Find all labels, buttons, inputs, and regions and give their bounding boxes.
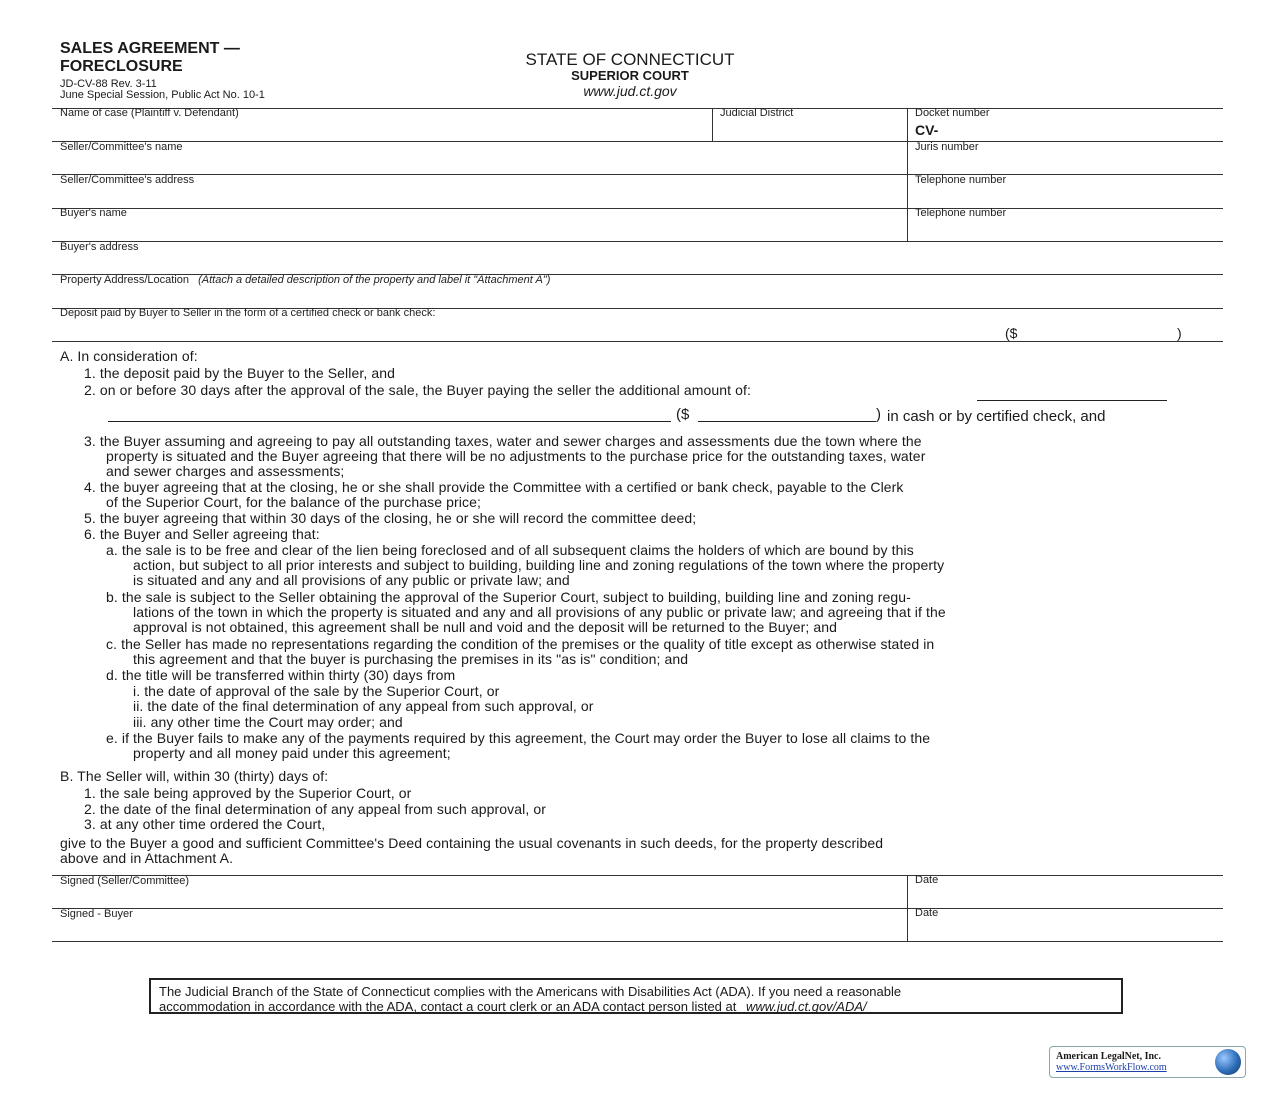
globe-icon xyxy=(1215,1049,1241,1075)
grid-line xyxy=(52,875,1223,876)
section-a-item3-line3: and sewer charges and assessments; xyxy=(106,463,345,479)
section-a-item3-line2: property is situated and the Buyer agreeing that there will be no adjustments to the purchase price for the outstanding taxes, water xyxy=(106,448,926,464)
section-b-intro: B. The Seller will, within 30 (thirty) days of: xyxy=(60,768,329,784)
property-address-field[interactable] xyxy=(60,274,550,286)
ada-notice-text: accommodation in accordance with the ADA, contact a court clerk or an ADA contact person listed at xyxy=(159,999,737,1014)
amount-words-blank[interactable] xyxy=(108,421,671,422)
docket-prefix: CV- xyxy=(915,122,939,138)
buyer-name-field[interactable]: Buyer's name xyxy=(60,207,127,219)
grid-line xyxy=(52,174,1223,175)
grid-divider xyxy=(712,108,713,141)
buyer-signature-field[interactable]: Signed - Buyer xyxy=(60,908,133,920)
section-a-6d-ii: ii. the date of the final determination of any appeal from such approval, or xyxy=(133,698,594,714)
form-number: JD-CV-88 Rev. 3-11 xyxy=(60,78,157,90)
section-b-item1: 1. the sale being approved by the Superior Court, or xyxy=(84,785,412,801)
property-note: (Attach a detailed description of the property and label it "Attachment A") xyxy=(198,274,551,286)
section-a-intro: A. In consideration of: xyxy=(60,348,198,364)
docket-number-field[interactable]: Docket number xyxy=(915,107,990,119)
section-a-item6: 6. the Buyer and Seller agreeing that: xyxy=(84,526,320,542)
section-a-6e-line1: e. if the Buyer fails to make any of the payments required by this agreement, the Court may order the Buyer to lose all claims to the xyxy=(106,730,931,746)
badge-url[interactable]: www.FormsWorkFlow.com xyxy=(1056,1062,1167,1073)
section-b-closing-line2: above and in Attachment A. xyxy=(60,850,234,866)
grid-line xyxy=(52,341,1223,342)
section-a-6a-line1: a. the sale is to be free and clear of the lien being foreclosed and of all subsequent claims the holders of which are bound by this xyxy=(106,542,914,558)
grid-line xyxy=(52,141,1223,142)
section-a-item3-line1: 3. the Buyer assuming and agreeing to pay all outstanding taxes, water and sewer charges and assessments due the town where the xyxy=(84,433,922,449)
case-name-field[interactable]: Name of case (Plaintiff v. Defendant) xyxy=(60,107,239,119)
grid-divider xyxy=(907,875,908,941)
judicial-district-field[interactable]: Judicial District xyxy=(720,107,794,119)
badge-company: American LegalNet, Inc. xyxy=(1056,1051,1161,1062)
form-title-line1: SALES AGREEMENT — xyxy=(60,40,240,57)
grid-line xyxy=(52,241,1223,242)
buyer-telephone-field[interactable]: Telephone number xyxy=(915,207,1007,219)
grid-line xyxy=(52,908,1223,909)
section-a-6d-iii: iii. any other time the Court may order; and xyxy=(133,714,403,730)
buyer-date-field[interactable]: Date xyxy=(915,907,939,919)
court-name: SUPERIOR COURT xyxy=(571,68,689,83)
section-a-6e-line2: property and all money paid under this agreement; xyxy=(133,745,451,761)
ada-link[interactable]: www.jud.ct.gov/ADA/ xyxy=(745,999,867,1014)
additional-amount-blank[interactable] xyxy=(977,400,1167,401)
deposit-dollar-open: ($ xyxy=(1005,325,1018,341)
deposit-field[interactable]: Deposit paid by Buyer to Seller in the form of a certified check or bank check: xyxy=(60,307,436,319)
section-a-6c-line1: c. the Seller has made no representations regarding the condition of the premises or the quality of title except as otherwise stated in xyxy=(106,636,935,652)
juris-number-field[interactable]: Juris number xyxy=(915,141,979,153)
section-a-item5: 5. the buyer agreeing that within 30 days of the closing, he or she will record the committee deed; xyxy=(84,510,697,526)
seller-name-field[interactable]: Seller/Committee's name xyxy=(60,141,183,153)
form-title xyxy=(60,40,240,76)
grid-line xyxy=(52,941,1223,942)
section-a-item1: 1. the deposit paid by the Buyer to the Seller, and xyxy=(84,365,395,381)
form-authority: June Special Session, Public Act No. 10-1 xyxy=(60,89,265,101)
court-website: www.jud.ct.gov xyxy=(583,83,677,99)
seller-date-field[interactable]: Date xyxy=(915,874,939,886)
section-a-6b-line1: b. the sale is subject to the Seller obtaining the approval of the Superior Court, subject to building, building line and zoning regu- xyxy=(106,589,911,605)
section-a-6b-line2: lations of the town in which the property is situated and any and all provisions of any public or private law; and agreeing that if the xyxy=(133,604,946,620)
section-a-6b-line3: approval is not obtained, this agreement shall be null and void and the deposit will be returned to the Buyer; and xyxy=(133,619,838,635)
form-title-line2: FORECLOSURE xyxy=(60,58,183,75)
ada-notice-line2 xyxy=(159,999,1113,1014)
item2-tail: in cash or by certified check, and xyxy=(887,408,1106,425)
amount-figures-blank[interactable] xyxy=(698,421,876,422)
grid-divider xyxy=(907,108,908,241)
ada-notice xyxy=(149,978,1123,1014)
section-a-6a-line2: action, but subject to all prior interests and subject to building, building line and zoning regulations of the town where the property xyxy=(133,557,945,573)
buyer-address-field[interactable]: Buyer's address xyxy=(60,241,139,253)
section-a-6d-line1: d. the title will be transferred within thirty (30) days from xyxy=(106,667,456,683)
deposit-dollar-close: ) xyxy=(1177,325,1182,341)
state-name: STATE OF CONNECTICUT xyxy=(525,50,735,69)
section-a-item2: 2. on or before 30 days after the approval of the sale, the Buyer paying the seller the additional amount of: xyxy=(84,382,751,398)
section-a-6c-line2: this agreement and that the buyer is purchasing the premises in its "as is" condition; and xyxy=(133,651,689,667)
section-a-item4-line2: of the Superior Court, for the balance of the purchase price; xyxy=(106,494,481,510)
section-b-item3: 3. at any other time ordered the Court, xyxy=(84,816,326,832)
item2-dollar-open: ($ xyxy=(676,406,690,423)
item2-dollar-close: ) xyxy=(876,406,881,423)
section-b-item2: 2. the date of the final determination of any appeal from such approval, or xyxy=(84,801,547,817)
seller-address-field[interactable]: Seller/Committee's address xyxy=(60,174,195,186)
legalnet-badge[interactable] xyxy=(1049,1046,1246,1078)
section-b-closing-line1: give to the Buyer a good and sufficient Committee's Deed containing the usual covenants in such deeds, for the property described xyxy=(60,835,884,851)
grid-line xyxy=(52,208,1223,209)
section-a-6d-i: i. the date of approval of the sale by the Superior Court, or xyxy=(133,683,500,699)
section-a-item4-line1: 4. the buyer agreeing that at the closing, he or she shall provide the Committee with a certified or bank check, payable to the Clerk xyxy=(84,479,904,495)
ada-notice-line1: The Judicial Branch of the State of Connecticut complies with the Americans with Disabilities Act (ADA). If you need a reasonable xyxy=(159,984,902,999)
seller-telephone-field[interactable]: Telephone number xyxy=(915,174,1007,186)
section-a-6a-line3: is situated and any and all provisions of any public or private law; and xyxy=(133,572,570,588)
property-label: Property Address/Location xyxy=(60,274,190,286)
seller-signature-field[interactable]: Signed (Seller/Committee) xyxy=(60,875,189,887)
